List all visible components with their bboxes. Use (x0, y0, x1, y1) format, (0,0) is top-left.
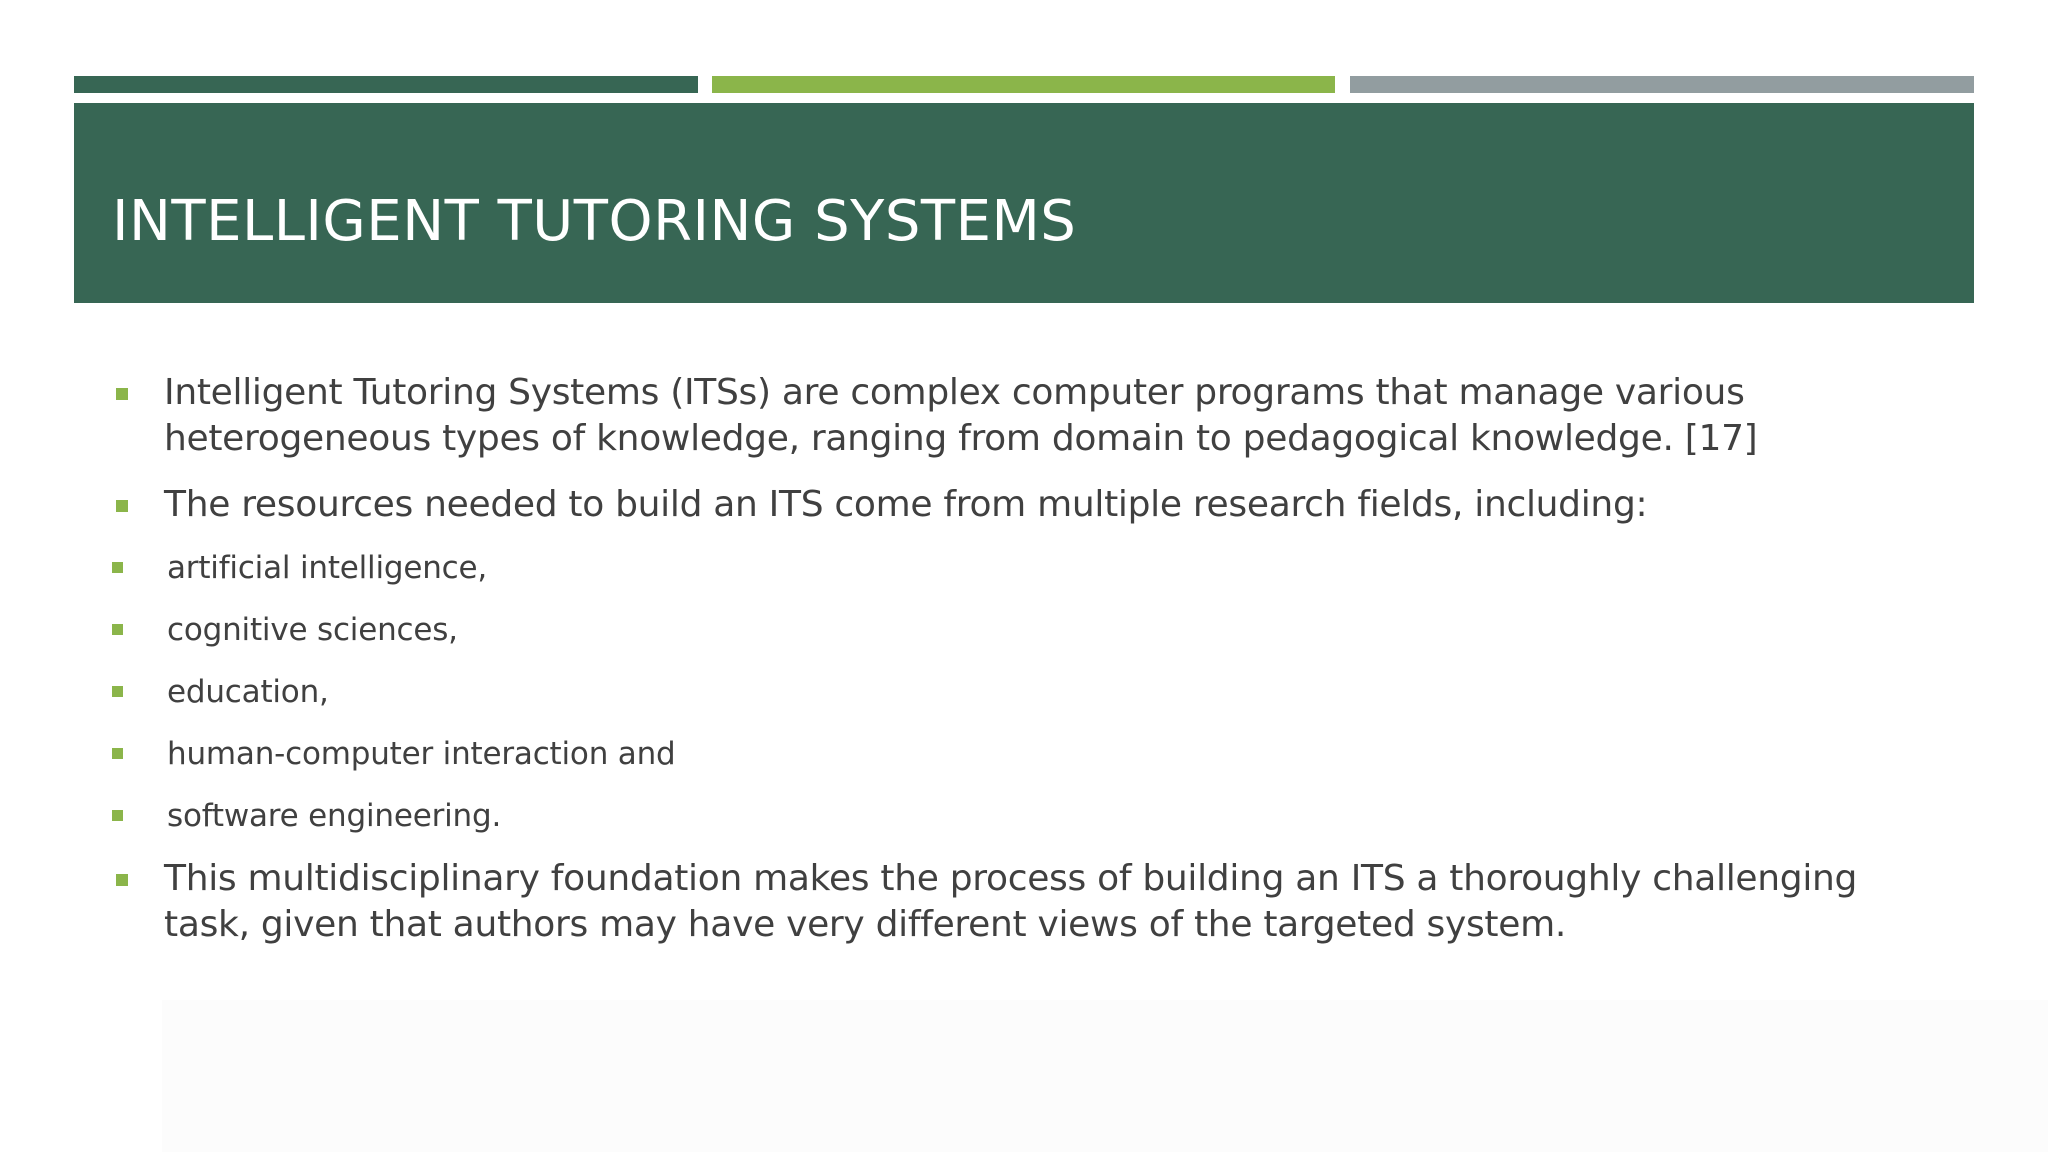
sub-bullet-item (112, 796, 1900, 836)
square-bullet-icon (112, 748, 123, 759)
square-bullet-icon (116, 388, 128, 400)
bullet-item (112, 482, 1952, 836)
sub-bullet-list (112, 548, 1900, 836)
bullet-text: This multidisciplinary foundation makes the process of building an ITS a thoroughly challenging task, given that authors may have very different views of the targeted system. (164, 858, 1858, 945)
accent-bar-gray (1350, 76, 1974, 93)
square-bullet-icon (112, 810, 123, 821)
bullet-item (112, 856, 1952, 948)
sub-bullet-item (112, 734, 1900, 774)
sub-bullet-text: software engineering. (167, 798, 502, 834)
sub-bullet-text: human-computer interaction and (167, 736, 676, 772)
sub-list-wrapper (112, 548, 1900, 836)
content-shade (162, 1000, 2048, 1152)
bullet-list (112, 370, 1952, 968)
sub-bullet-text: cognitive sciences, (167, 612, 458, 648)
accent-bar-light-green (712, 76, 1335, 93)
bullet-text: The resources needed to build an ITS come from multiple research fields, including: (164, 484, 1648, 525)
sub-bullet-text: artificial intelligence, (167, 550, 488, 586)
square-bullet-icon (112, 562, 123, 573)
bullet-item (112, 370, 1952, 462)
sub-bullet-item (112, 610, 1900, 650)
sub-bullet-text: education, (167, 674, 329, 710)
square-bullet-icon (116, 500, 128, 512)
title-band (74, 103, 1974, 303)
bullet-text: Intelligent Tutoring Systems (ITSs) are complex computer programs that manage various heterogeneous types of knowledge, ranging from domain to pedagogical knowledge. [17] (164, 372, 1758, 459)
square-bullet-icon (116, 874, 128, 886)
accent-bar-dark-green (74, 76, 698, 93)
slide-title: INTELLIGENT TUTORING SYSTEMS (112, 189, 1077, 254)
sub-bullet-item (112, 672, 1900, 712)
sub-bullet-item (112, 548, 1900, 588)
square-bullet-icon (112, 686, 123, 697)
square-bullet-icon (112, 624, 123, 635)
